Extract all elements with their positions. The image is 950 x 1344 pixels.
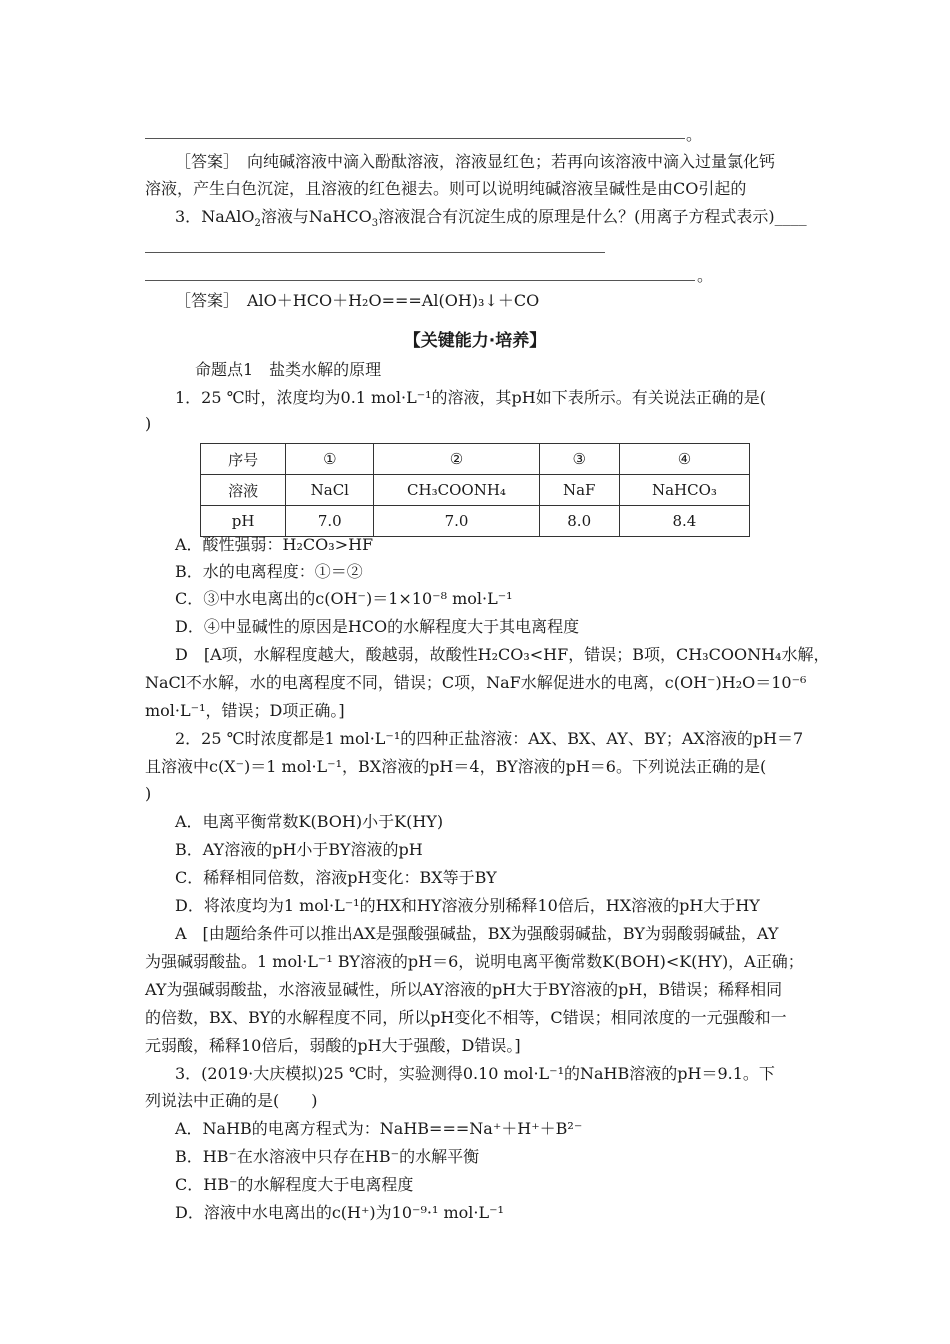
formula-text: NaAlO (201, 207, 255, 226)
table-cell: 序号 (201, 444, 286, 475)
option-b: B．水的电离程度：①＝② (175, 562, 363, 581)
question-stem: ) (145, 414, 152, 433)
answer-blank-line (145, 138, 685, 139)
blank-end-mark: 。 (686, 125, 703, 144)
question-stem: 2．25 ℃时浓度都是1 mol·L⁻¹的四种正盐溶液：AX、BX、AY、BY；AX溶液的pH＝7 (175, 729, 804, 748)
answer-blank-line (145, 252, 605, 253)
question-stem: 3．(2019·大庆模拟)25 ℃时，实验测得0.10 mol·L⁻¹的NaHB溶液的pH＝9.1。下 (175, 1064, 775, 1083)
answer-line: AY为强碱弱酸盐，水溶液显碱性，所以AY溶液的pH大于BY溶液的pH，B错误；稀释相同 (145, 980, 783, 999)
option-c: C．HB⁻的水解程度大于电离程度 (175, 1175, 414, 1194)
option-b: B．HB⁻在水溶液中只存在HB⁻的水解平衡 (175, 1147, 480, 1166)
table-cell: ② (374, 444, 539, 475)
answer-line: 元弱酸，稀释10倍后，弱酸的pH大于强酸，D错误。] (145, 1036, 521, 1055)
option-c: C．③中水电离出的c(OH⁻)＝1×10⁻⁸ mol·L⁻¹ (175, 589, 513, 608)
question-stem (175, 207, 807, 230)
subscript: 3 (371, 218, 379, 230)
table-cell: 8.0 (539, 506, 619, 537)
table-cell: 7.0 (374, 506, 539, 537)
answer-blank-line (145, 280, 695, 281)
option-d: D．④中显碱性的原因是HCO的水解程度大于其电离程度 (175, 617, 580, 636)
section-heading: 【关键能力·培养】 (403, 331, 547, 351)
table-row (201, 506, 750, 537)
option-d: D．将浓度均为1 mol·L⁻¹的HX和HY溶液分别稀释10倍后，HX溶液的pH大于HY (175, 896, 760, 915)
question-stem: 且溶液中c(X⁻)＝1 mol·L⁻¹，BX溶液的pH＝4，BY溶液的pH＝6。下列说法正确的是( (145, 757, 767, 776)
answer-line: mol·L⁻¹，错误；D项正确。] (145, 701, 345, 720)
option-c: C．稀释相同倍数，溶液pH变化：BX等于BY (175, 868, 497, 887)
option-b: B．AY溶液的pH小于BY溶液的pH (175, 840, 423, 859)
answer-line: ［答案］ AlO＋HCO＋H₂O===Al(OH)₃↓＋CO (175, 291, 540, 310)
answer-line: 溶液，产生白色沉淀，且溶液的红色褪去。则可以说明纯碱溶液呈碱性是由CO引起的 (145, 179, 747, 198)
question-stem: 列说法中正确的是( ) (145, 1091, 318, 1110)
answer-line: NaCl不水解，水的电离程度不同，错误；C项，NaF水解促进水的电离，c(OH⁻)H₂O＝10⁻⁶ (145, 673, 807, 692)
table-cell: 8.4 (619, 506, 749, 537)
question-number: 3． (175, 207, 202, 226)
table-cell: pH (201, 506, 286, 537)
answer-line: ［答案］ 向纯碱溶液中滴入酚酞溶液，溶液显红色；若再向该溶液中滴入过量氯化钙 (175, 152, 776, 171)
table-cell: NaCl (286, 475, 374, 506)
table-row (201, 444, 750, 475)
table-cell: NaHCO₃ (619, 475, 749, 506)
option-a: A．酸性强弱：H₂CO₃>HF (175, 535, 374, 554)
answer-line: 为强碱弱酸盐。1 mol·L⁻¹ BY溶液的pH＝6，说明电离平衡常数K(BOH)<K(HY)，A正确； (145, 952, 804, 971)
option-a: A．NaHB的电离方程式为：NaHB===Na⁺＋H⁺＋B²⁻ (175, 1119, 583, 1138)
answer-line: D [A项，水解程度越大，酸越弱，故酸性H₂CO₃<HF，错误；B项，CH₃COONH₄水解， (175, 645, 830, 664)
option-a: A．电离平衡常数K(BOH)小于K(HY) (175, 812, 444, 831)
ph-table (200, 443, 750, 537)
table-cell: ③ (539, 444, 619, 475)
table-cell: ① (286, 444, 374, 475)
topic-heading: 命题点1 盐类水解的原理 (195, 360, 382, 379)
table-cell: 7.0 (286, 506, 374, 537)
formula-text: 溶液与NaHCO (260, 207, 372, 226)
table-row (201, 475, 750, 506)
table-cell: 溶液 (201, 475, 286, 506)
option-d: D．溶液中水电离出的c(H⁺)为10⁻⁹·¹ mol·L⁻¹ (175, 1203, 504, 1222)
answer-line: A [由题给条件可以推出AX是强酸强碱盐，BX为强酸弱碱盐，BY为弱酸弱碱盐，AY (175, 924, 779, 943)
table-cell: ④ (619, 444, 749, 475)
subscript: 2 (254, 218, 261, 230)
answer-line: 的倍数，BX、BY的水解程度不同，所以pH变化不相等，C错误；相同浓度的一元强酸和一 (145, 1008, 787, 1027)
table-cell: CH₃COONH₄ (374, 475, 539, 506)
question-stem: ) (145, 784, 152, 803)
blank-end-mark: 。 (697, 266, 714, 285)
question-stem: 1．25 ℃时，浓度均为0.1 mol·L⁻¹的溶液，其pH如下表所示。有关说法正确的是( (175, 388, 766, 407)
table-cell: NaF (539, 475, 619, 506)
question-text: 溶液混合有沉淀生成的原理是什么？(用离子方程式表示)____ (378, 207, 807, 226)
